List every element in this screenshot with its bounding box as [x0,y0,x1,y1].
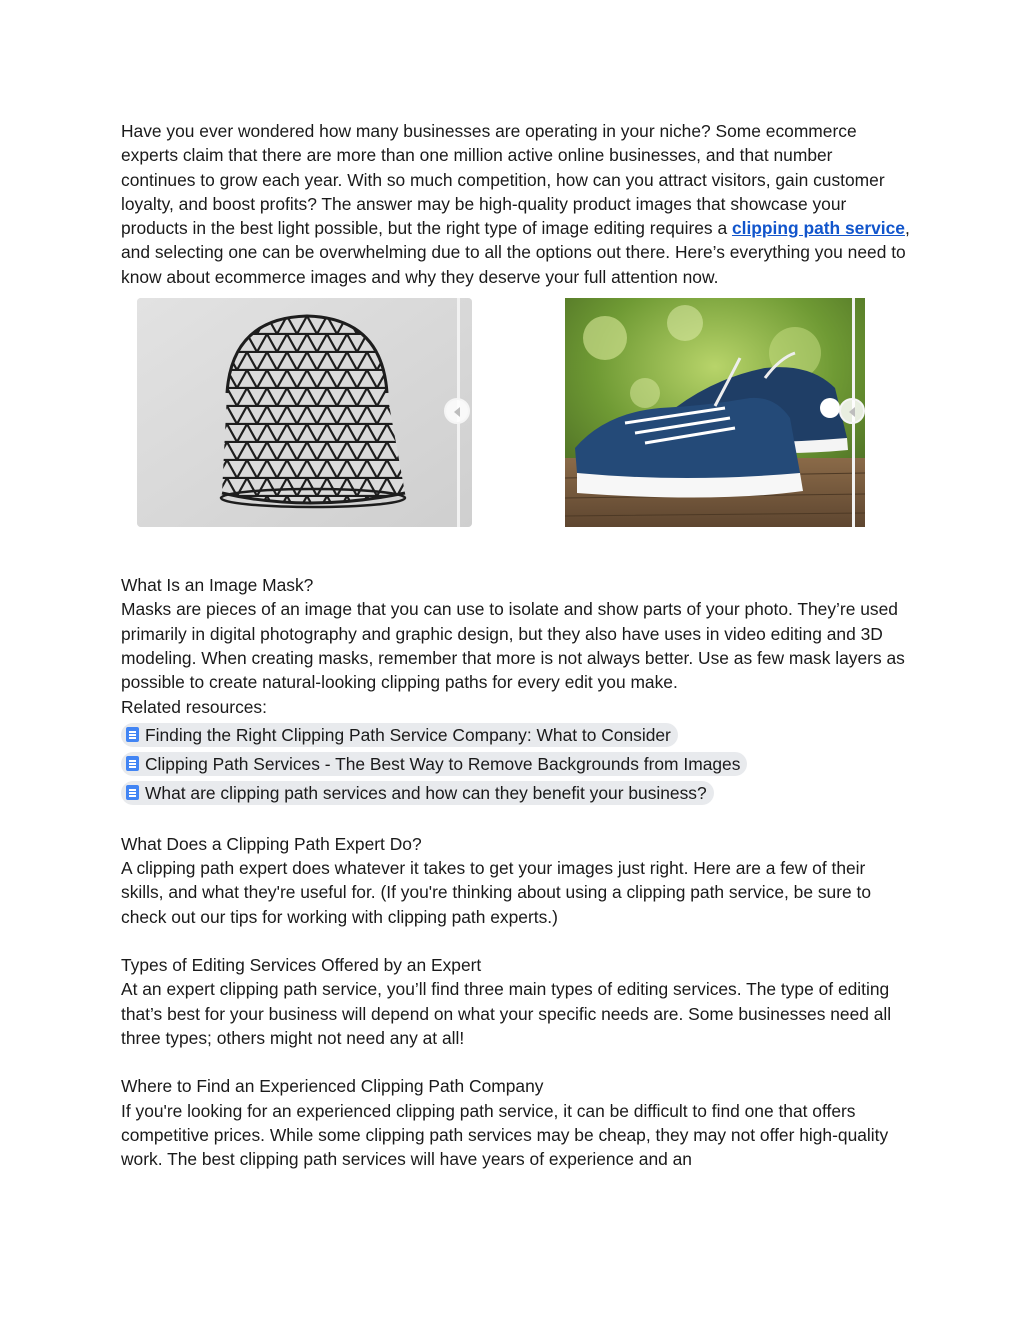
types-heading: Types of Editing Services Offered by an Expert [121,955,482,976]
document-body [121,119,911,1171]
sneakers-illustration [565,298,865,527]
related-resources-label: Related resources: [121,696,267,717]
intro-text-end: , and selecting one can be overwhelming due to all the options out there. Here’s everything you need to know about ecommerce images and why they deserve your full attention now. [121,218,910,287]
basket-image [137,298,472,527]
resource-chip[interactable] [121,752,747,776]
expert-body: A clipping path expert does whatever it takes to get your images just right. Here are a few of their skills, and what they're useful for. (If you're thinking about using a clipping path service, be sure to check out our tips for working with clipping path experts.) [121,858,872,927]
where-body: If you're looking for an experienced clipping path service, it can be difficult to find one that offers competitive prices. While some clipping path services may be cheap, they may not offer high-quality work. The best clipping path services will have years of experience and an [121,1100,889,1170]
mask-body: Masks are pieces of an image that you can use to isolate and show parts of your photo. They’re used primarily in digital photography and graphic design, but they also have uses in video editing and 3D modeling. When creating masks, remember that more is not always better. Use as few mask layers as possible to create natural-looking clipping paths for every edit you make. [121,599,905,693]
spacer [121,808,911,832]
spacer [121,929,911,953]
intro-text-start: Have you ever wondered how many businesses are operating in your niche? Some ecommerce experts claim that there are more than one million active online businesses, and that number continues to grow each year. With so much competition, how can you attract visitors, gain customer loyalty, and boost profits? The answer may be high-quality product images that showcase your products in the best light possible, but the right type of image editing requires a [121,121,885,239]
resource-title: Finding the Right Clipping Path Service Company: What to Consider [145,724,671,745]
expert-heading: What Does a Clipping Path Expert Do? [121,833,422,854]
before-after-images [121,293,911,573]
resource-title: Clipping Path Services - The Best Way to Remove Backgrounds from Images [145,753,741,774]
resource-title: What are clipping path services and how can they benefit your business? [145,782,707,803]
where-heading: Where to Find an Experienced Clipping Path Company [121,1076,544,1097]
basket-illustration [137,298,472,527]
resource-chip[interactable] [121,781,714,805]
sneakers-image [565,298,865,527]
spacer [121,1050,911,1074]
document-icon [126,756,139,771]
types-body: At an expert clipping path service, you’ll find three main types of editing services. The type of editing that’s best for your business will depend on what your specific needs are. Some businesses need all three types; others might not need any at all! [121,979,892,1048]
slider-handle-icon[interactable] [444,398,470,424]
related-resources-list [121,721,911,808]
mask-heading: What Is an Image Mask? [121,575,314,596]
intro-paragraph [121,119,911,289]
slider-handle-icon[interactable] [839,398,865,424]
document-icon [126,785,139,800]
resource-chip[interactable] [121,723,678,747]
clipping-path-service-link[interactable]: clipping path service [731,218,905,239]
document-icon [126,727,139,742]
